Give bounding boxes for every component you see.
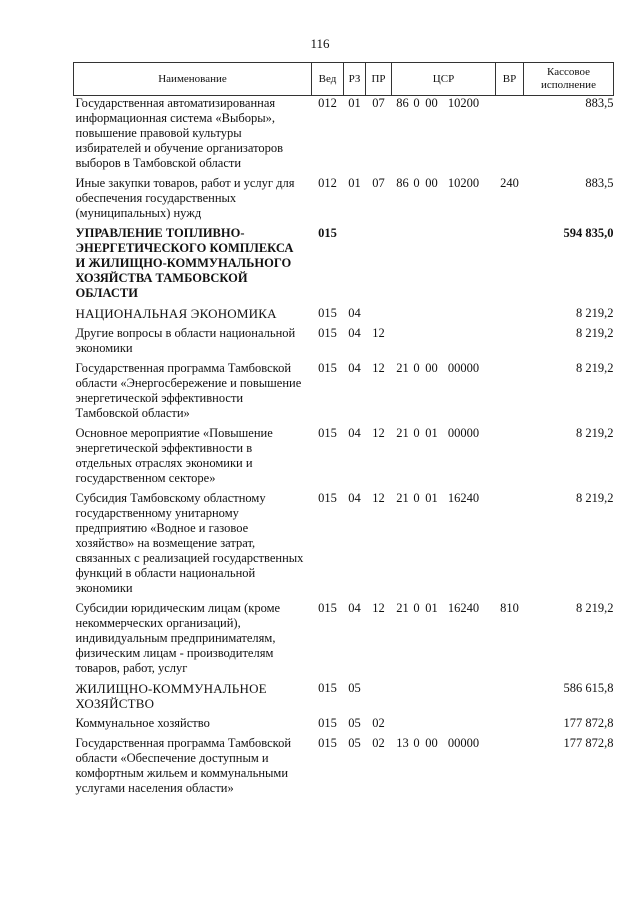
- csr-part: 00: [425, 96, 438, 110]
- row-rz: 04: [348, 306, 361, 320]
- csr-part: 00000: [447, 361, 480, 375]
- row-rz: 04: [348, 426, 361, 440]
- row-vr: [496, 491, 524, 601]
- row-csr: [392, 426, 496, 491]
- row-amount: 8 219,2: [576, 601, 614, 615]
- table-row: [74, 491, 614, 601]
- table-row: [74, 601, 614, 681]
- csr-part: 0: [413, 361, 420, 375]
- page-number: 116: [310, 36, 330, 51]
- table-row: [74, 326, 614, 361]
- table-row: [74, 361, 614, 426]
- csr-part: 16240: [447, 601, 480, 615]
- row-amount: 594 835,0: [563, 226, 614, 240]
- header-rz: РЗ: [344, 63, 366, 96]
- row-ved: 012: [318, 96, 337, 110]
- table-row: [74, 716, 614, 736]
- row-ved: 015: [318, 306, 337, 320]
- row-vr: [496, 681, 524, 716]
- row-pr: [366, 681, 392, 716]
- row-ved: 015: [318, 326, 337, 340]
- row-csr: [392, 736, 496, 801]
- row-name: УПРАВЛЕНИЕ ТОПЛИВНО-ЭНЕРГЕТИЧЕСКОГО КОМПЛЕКСА И ЖИЛИЩНО-КОММУНАЛЬНОГО ХОЗЯЙСТВА ТАМБОВСКОЙ ОБЛАСТИ: [75, 226, 294, 300]
- csr-part: 0: [413, 736, 420, 750]
- row-name: Субсидии юридическим лицам (кроме некоммерческих организаций), индивидуальным предпринимателям, физическим лицам - производителям товаров, работ, услуг: [75, 601, 281, 675]
- table-row: [74, 176, 614, 226]
- row-rz: 01: [348, 96, 361, 110]
- row-name: НАЦИОНАЛЬНАЯ ЭКОНОМИКА: [75, 306, 277, 321]
- row-vr: [496, 361, 524, 426]
- row-csr: [392, 326, 496, 361]
- csr-part: 0: [413, 426, 420, 440]
- row-rz: 04: [348, 361, 361, 375]
- row-csr: [392, 491, 496, 601]
- row-csr: [392, 681, 496, 716]
- row-name: Основное мероприятие «Повышение энергетической эффективности в отдельных отраслях экономики и государственном секторе»: [75, 426, 273, 485]
- row-pr: 02: [372, 736, 385, 750]
- row-rz: 01: [348, 176, 361, 190]
- csr-part: 10200: [447, 96, 480, 110]
- csr-part: 01: [425, 491, 438, 505]
- row-name: Коммунальное хозяйство: [75, 716, 210, 730]
- row-vr: [496, 326, 524, 361]
- row-ved: 015: [318, 601, 337, 615]
- csr-part: 01: [425, 601, 438, 615]
- row-csr: [392, 601, 496, 681]
- header-ved: Вед: [312, 63, 344, 96]
- row-amount: 883,5: [585, 176, 614, 190]
- header-pr: ПР: [366, 63, 392, 96]
- row-amount: 586 615,8: [563, 681, 614, 695]
- csr-part: 10200: [447, 176, 480, 190]
- row-name: Государственная программа Тамбовской области «Энергосбережение и повышение энергетической эффективности Тамбовской области»: [75, 361, 302, 420]
- row-name: Государственная автоматизированная информационная система «Выборы», повышение правовой культуры избирателей и обучение организаторов выборов в Тамбовской области: [75, 96, 284, 170]
- budget-table: [73, 62, 614, 801]
- row-pr: [366, 306, 392, 326]
- csr-part: 00000: [447, 426, 480, 440]
- csr-part: 00: [425, 736, 438, 750]
- row-csr: [392, 226, 496, 306]
- row-csr: [392, 96, 496, 177]
- row-ved: 015: [318, 681, 337, 695]
- row-vr: [496, 226, 524, 306]
- row-ved: 012: [318, 176, 337, 190]
- row-name: ЖИЛИЩНО-КОММУНАЛЬНОЕ ХОЗЯЙСТВО: [75, 681, 267, 711]
- table-body: [74, 96, 614, 802]
- row-vr: [496, 736, 524, 801]
- row-amount: 177 872,8: [563, 736, 614, 750]
- csr-part: 21: [396, 426, 409, 440]
- row-rz: [344, 226, 366, 306]
- row-amount: 177 872,8: [563, 716, 614, 730]
- csr-part: 21: [396, 601, 409, 615]
- row-pr: 07: [372, 176, 385, 190]
- row-name: Другие вопросы в области национальной экономики: [75, 326, 296, 355]
- row-ved: 015: [318, 426, 337, 440]
- row-ved: 015: [318, 491, 337, 505]
- row-amount: 8 219,2: [576, 426, 614, 440]
- csr-part: 0: [413, 96, 420, 110]
- table-row: [74, 96, 614, 177]
- csr-part: 86: [396, 176, 409, 190]
- row-vr: [496, 306, 524, 326]
- row-pr: 12: [372, 491, 385, 505]
- csr-part: 21: [396, 361, 409, 375]
- csr-part: 00000: [447, 736, 480, 750]
- row-rz: 05: [348, 736, 361, 750]
- row-rz: 04: [348, 491, 361, 505]
- csr-part: 16240: [447, 491, 480, 505]
- table-row: [74, 681, 614, 716]
- table-row: [74, 226, 614, 306]
- row-pr: 12: [372, 426, 385, 440]
- csr-part: 00: [425, 361, 438, 375]
- csr-part: 13: [396, 736, 409, 750]
- row-amount: 8 219,2: [576, 306, 614, 320]
- header-vr: ВР: [496, 63, 524, 96]
- row-ved: 015: [318, 736, 337, 750]
- csr-part: 00: [425, 176, 438, 190]
- csr-part: 01: [425, 426, 438, 440]
- row-rz: 04: [348, 326, 361, 340]
- row-pr: 07: [372, 96, 385, 110]
- row-amount: 8 219,2: [576, 361, 614, 375]
- row-amount: 8 219,2: [576, 491, 614, 505]
- row-ved: 015: [318, 716, 337, 730]
- table-row: [74, 426, 614, 491]
- row-pr: 12: [372, 361, 385, 375]
- row-rz: 05: [348, 681, 361, 695]
- row-name: Иные закупки товаров, работ и услуг для обеспечения государственных (муниципальных) нужд: [75, 176, 295, 220]
- row-csr: [392, 361, 496, 426]
- csr-part: 86: [396, 96, 409, 110]
- row-pr: 12: [372, 326, 385, 340]
- csr-part: 0: [413, 491, 420, 505]
- row-amount: 883,5: [585, 96, 614, 110]
- row-vr: [496, 716, 524, 736]
- header-csr: ЦСР: [392, 63, 496, 96]
- csr-part: 21: [396, 491, 409, 505]
- row-pr: 12: [372, 601, 385, 615]
- row-vr: [496, 96, 524, 177]
- csr-part: 0: [413, 601, 420, 615]
- row-vr: 240: [500, 176, 519, 190]
- table-header: [74, 63, 614, 96]
- row-pr: 02: [372, 716, 385, 730]
- table-row: [74, 306, 614, 326]
- header-name: Наименование: [74, 63, 312, 96]
- row-csr: [392, 176, 496, 226]
- row-vr: 810: [500, 601, 519, 615]
- row-name: Государственная программа Тамбовской области «Обеспечение доступным и комфортным жильем и коммунальными услугами населения области»: [75, 736, 292, 795]
- row-ved: 015: [318, 226, 337, 240]
- row-rz: 04: [348, 601, 361, 615]
- header-amount: Кассовое исполнение: [524, 63, 614, 96]
- table-row: [74, 736, 614, 801]
- row-ved: 015: [318, 361, 337, 375]
- row-vr: [496, 426, 524, 491]
- row-pr: [366, 226, 392, 306]
- row-csr: [392, 716, 496, 736]
- row-amount: 8 219,2: [576, 326, 614, 340]
- row-csr: [392, 306, 496, 326]
- csr-part: 0: [413, 176, 420, 190]
- row-rz: 05: [348, 716, 361, 730]
- row-name: Субсидия Тамбовскому областному государственному унитарному предприятию «Водное и газовое хозяйство» на возмещение затрат, связанных с реализацией государственных функций в области национальной экономики: [75, 491, 304, 595]
